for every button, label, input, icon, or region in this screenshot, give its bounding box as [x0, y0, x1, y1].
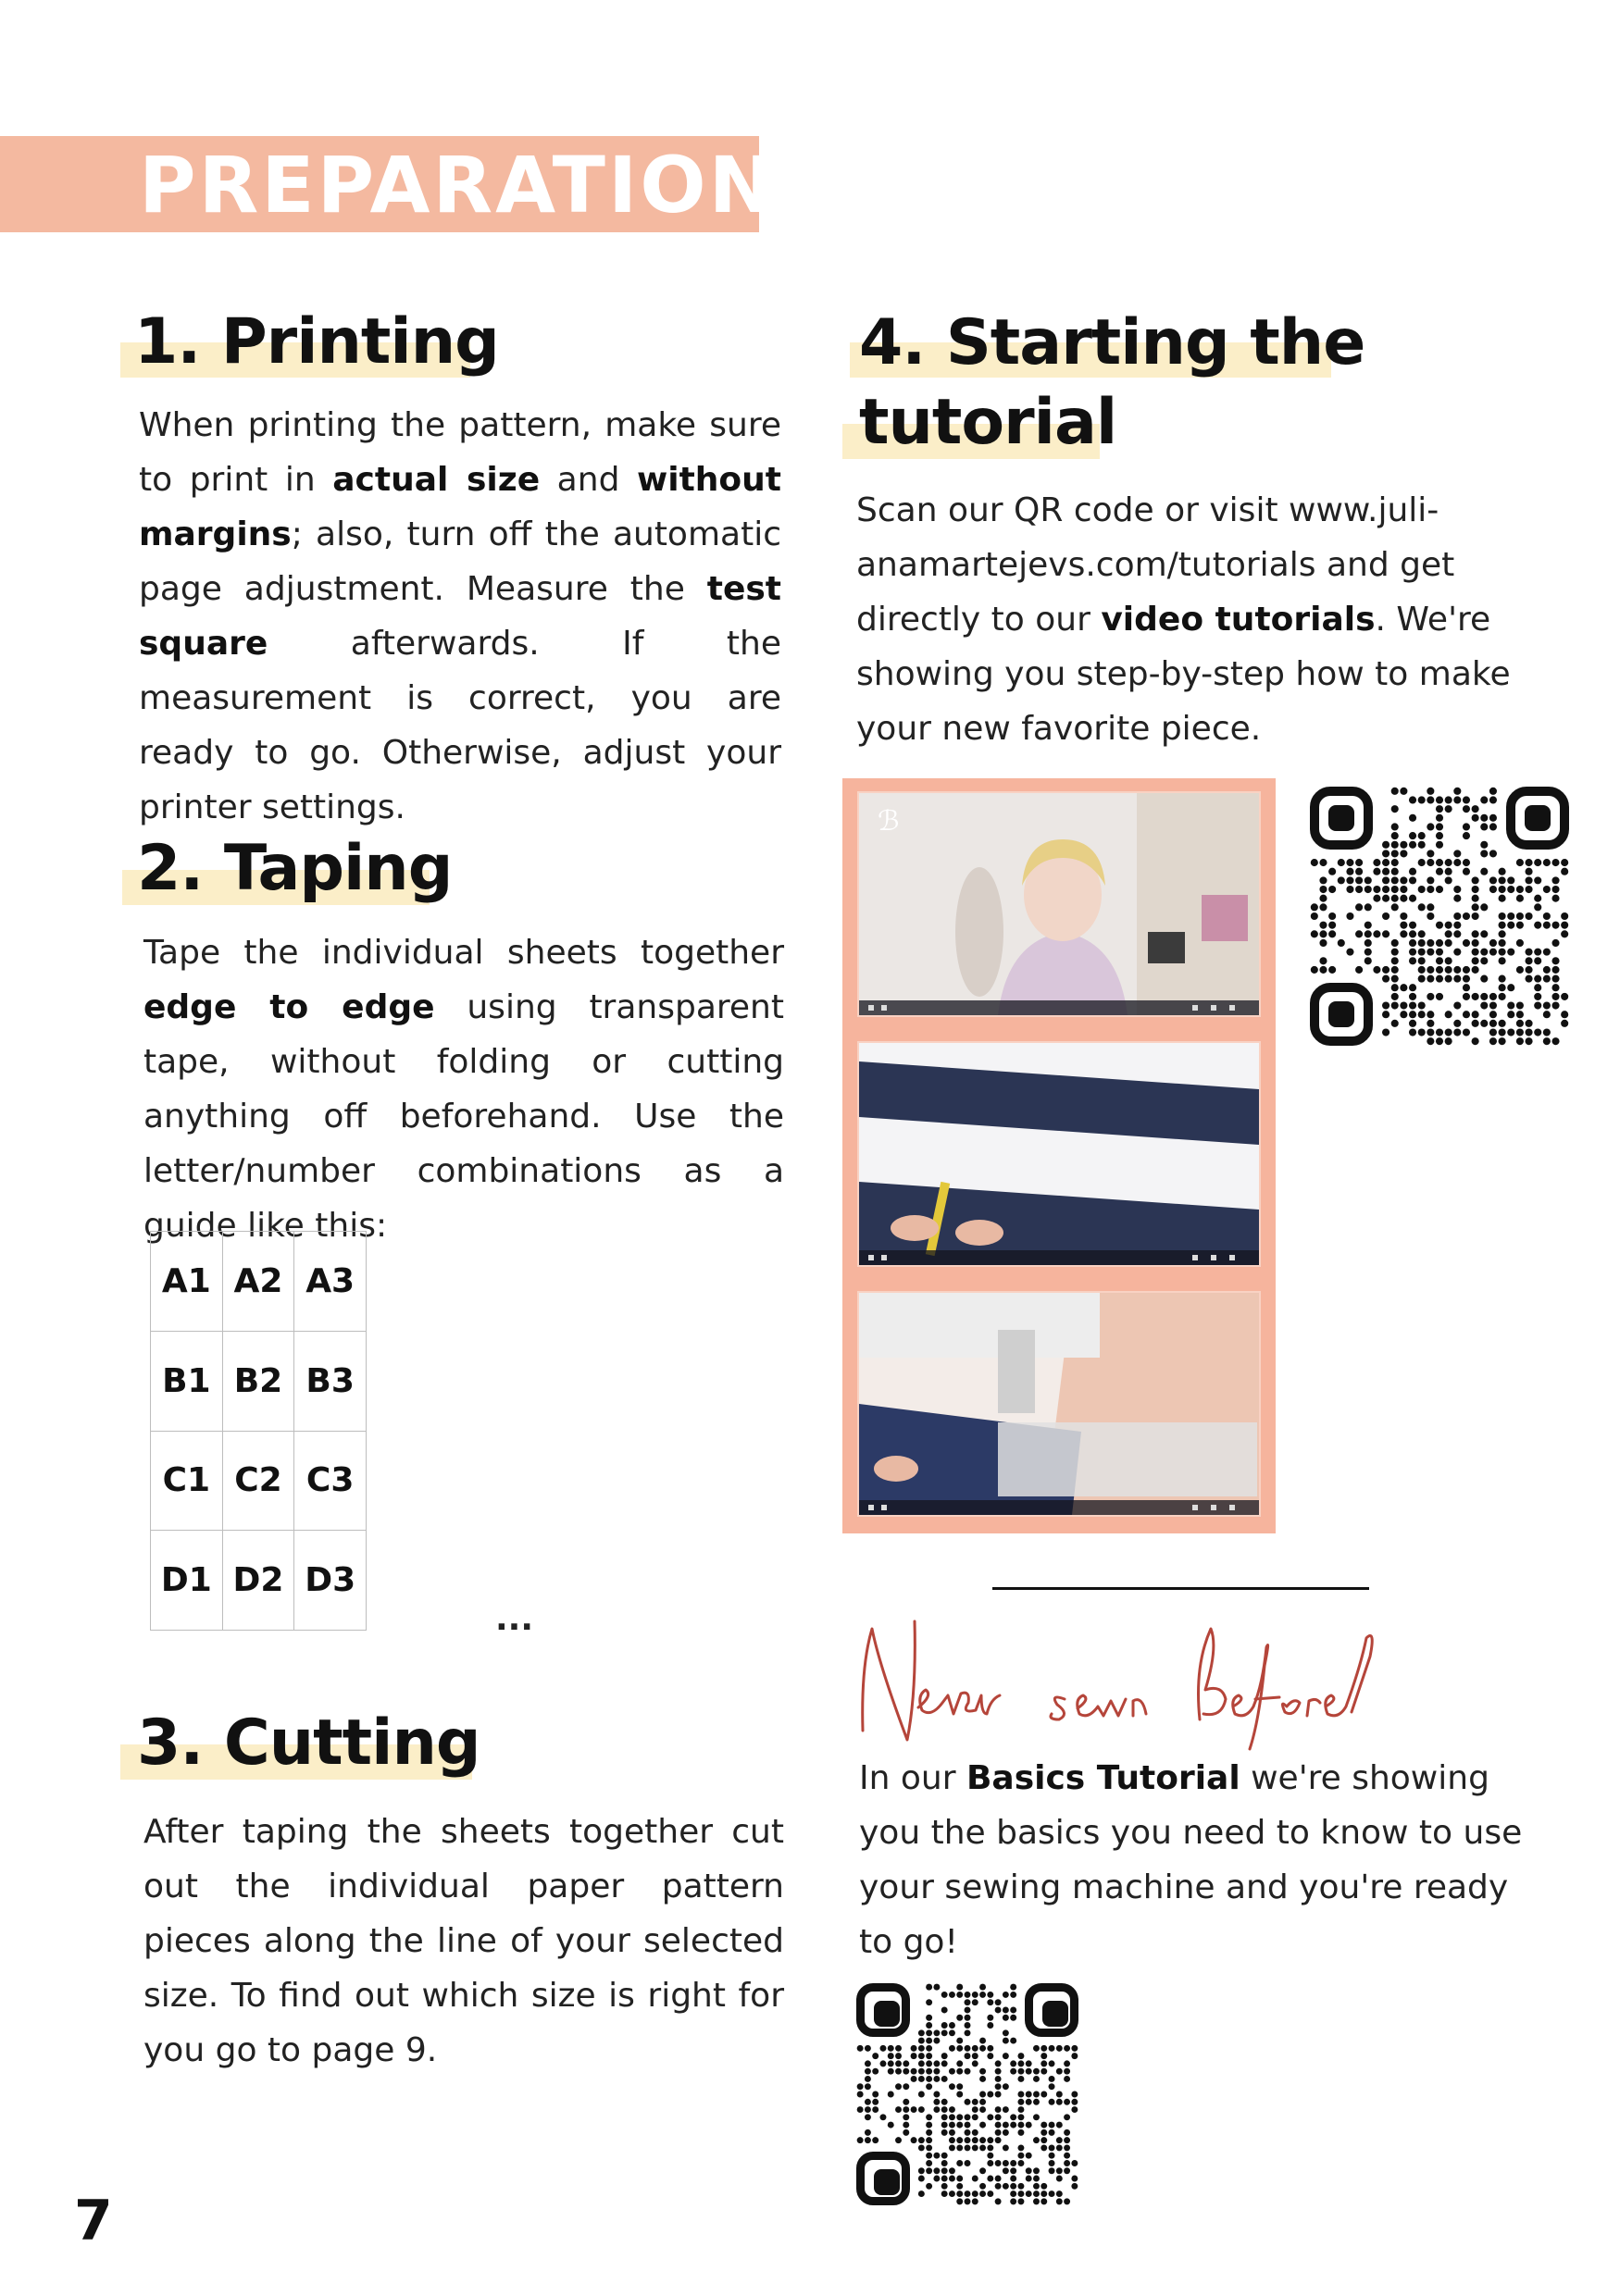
video-controls-bar	[859, 1000, 1259, 1015]
grid-cell: A1	[151, 1232, 223, 1332]
fabric-cutting-illustration	[859, 1043, 1259, 1265]
grid-cell: C1	[151, 1431, 223, 1531]
section-heading-printing: 1. Printing	[134, 305, 499, 379]
grid-cell: D1	[151, 1531, 223, 1631]
grid-ellipsis: ...	[495, 1600, 534, 1638]
qr-modules	[1310, 787, 1569, 1046]
grid-cell: B2	[222, 1331, 294, 1431]
video-thumbnail[interactable]	[857, 1041, 1261, 1267]
section-heading-tutorial	[859, 304, 1365, 463]
qr-code-icon[interactable]	[856, 1983, 1078, 2205]
cutting-paragraph: After taping the sheets together cut out the individual paper pattern pieces along the line of your selected size. To find out which size is right for you go to page 9.	[143, 1813, 784, 2069]
svg-text:ℬ: ℬ	[878, 805, 900, 838]
divider	[992, 1587, 1369, 1590]
grid-cell: A3	[294, 1232, 367, 1332]
qr-modules	[856, 1983, 1078, 2205]
tutorial-paragraph: Scan our QR code or visit www.juli-anamartejevs.com/tutorials and get directly to our video tutorials. We're showing you step-by-step how to make your new favorite piece.	[856, 491, 1511, 748]
grid-cell: D2	[222, 1531, 294, 1631]
grid-cell: D3	[294, 1531, 367, 1631]
video-controls-bar	[859, 1500, 1259, 1515]
video-screenshots-panel	[842, 778, 1276, 1533]
heading-line: 4. Starting the	[859, 306, 1365, 379]
sewing-machine-illustration	[859, 1293, 1259, 1515]
grid-cell: A2	[222, 1232, 294, 1332]
script-heading	[852, 1610, 1407, 1758]
taping-paragraph: Tape the individual sheets together edge to edge using transparent tape, without folding or cutting anything off beforehand. Use the letter/number combinations as a guide like this:	[143, 934, 784, 1245]
grid-cell: C2	[222, 1431, 294, 1531]
video-thumbnail[interactable]	[857, 1291, 1261, 1517]
qr-code-icon[interactable]	[1310, 787, 1569, 1046]
heading-line: tutorial	[859, 386, 1117, 459]
grid-cell: B1	[151, 1331, 223, 1431]
video-controls-bar	[859, 1250, 1259, 1265]
page-number: 7	[74, 2189, 113, 2253]
title-band	[0, 136, 777, 232]
section-heading-cutting: 3. Cutting	[137, 1706, 480, 1780]
section-heading-taping: 2. Taping	[137, 832, 453, 905]
handwritten-title	[852, 1610, 1407, 1758]
video-thumbnail[interactable]	[857, 791, 1261, 1017]
basics-paragraph: In our Basics Tutorial we're showing you the basics you need to know to use your sewing machine and you're ready to go!	[859, 1759, 1523, 1961]
grid-cell: B3	[294, 1331, 367, 1431]
printing-paragraph: When printing the pattern, make sure to print in actual size and without margins; also, turn off the automatic page adjustment. Measure the test square afterwards. If the measurement is correct, you are ready to go. Otherwise, adjust your printer settings.	[139, 406, 781, 826]
grid-cell: C3	[294, 1431, 367, 1531]
sheet-order-grid	[150, 1231, 367, 1631]
page-title: PREPARATION	[139, 140, 777, 230]
presenter-illustration	[859, 793, 1259, 1015]
